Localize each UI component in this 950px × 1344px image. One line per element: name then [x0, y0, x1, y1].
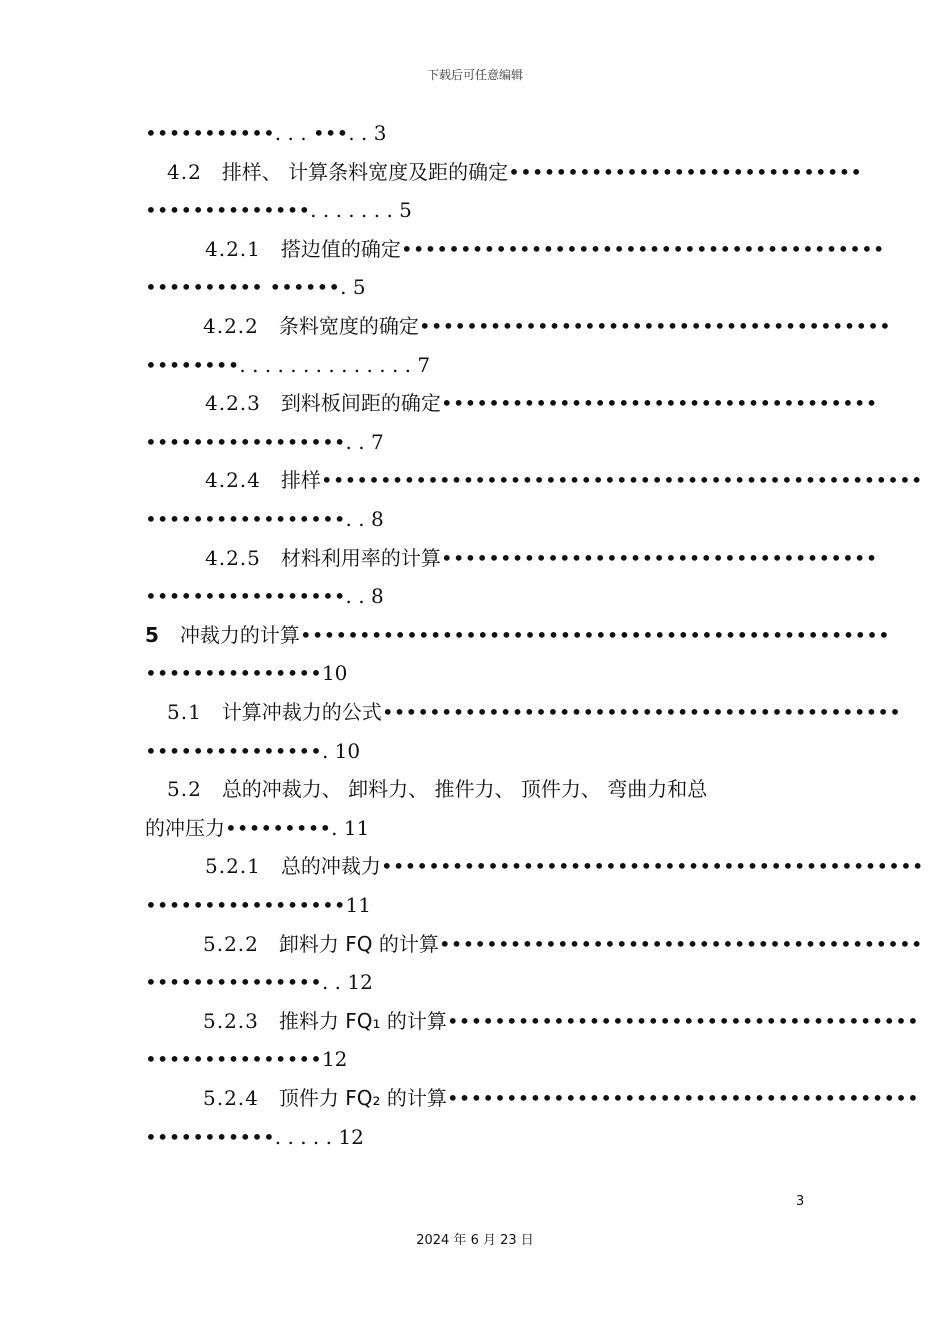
toc-leader-and-page: •••••••••••••••••••••••••••••••••••••••••••••••••• [299, 622, 890, 647]
toc-leader-and-page: ••••••••••••••. . . . . . . 5 [145, 198, 412, 223]
toc-leader-and-page: •••••••••••••••••••••••••••••••••••••••••••• [381, 700, 901, 724]
toc-leader-and-page: •••••••••••••••••. . 7 [145, 429, 384, 454]
toc-line [145, 888, 807, 922]
toc-line [145, 734, 807, 768]
toc-section-title: 搭边值的确定 [280, 236, 401, 261]
toc-section-number: 4.2.2 [203, 314, 259, 338]
toc-line [145, 155, 863, 189]
toc-leader-and-page: •••••••••••••••••. . 8 [145, 584, 384, 609]
toc-line [145, 1081, 919, 1115]
toc-leader-and-page: •••••••••. 11 [225, 815, 370, 840]
toc-line [145, 193, 807, 227]
toc-leader-and-page: •••••••••••••••10 [145, 661, 348, 686]
toc-line [145, 849, 924, 883]
toc-section-title: 排样、 计算条料宽度及距的确定 [221, 159, 509, 184]
toc-section-number: 5.2.3 [203, 1008, 259, 1033]
footer-date: 2024 年 6 月 23 日 [416, 1233, 534, 1248]
toc-line [145, 1042, 807, 1076]
toc-line [145, 772, 807, 806]
toc-line [145, 463, 923, 497]
toc-line [145, 579, 807, 613]
toc-section-title: 卸料力 FQ 的计算 [278, 931, 439, 956]
toc-leader-and-page: •••••••••••••••. 10 [145, 738, 361, 763]
toc-line [145, 1004, 919, 1038]
toc-section-title: 条料宽度的确定 [278, 314, 419, 338]
toc-section-title: 总的冲裁力、 卸料力、 推件力、 顶件力、 弯曲力和总 [221, 777, 708, 802]
toc-section-title: 推料力 FQ₁ 的计算 [278, 1008, 447, 1033]
toc-leader-and-page: •••••••••••••••••••••••••••••••••••••••• [446, 1086, 919, 1110]
toc-line [145, 348, 807, 382]
toc-line [145, 502, 807, 536]
toc-leader-and-page: ••••••••. . . . . . . . . . . . . . 7 [145, 352, 431, 377]
toc-line [145, 965, 807, 999]
toc-line [145, 386, 878, 420]
toc-section-number: 5.2.2 [203, 931, 259, 956]
toc-leader-and-page: ••••••••••••••••••••••••••••••••••••• [440, 391, 878, 416]
toc-section-number: 4.2 [167, 159, 202, 184]
toc-section-title: 计算冲裁力的公式 [221, 700, 382, 724]
toc-leader-and-page: •••••••••••••••••••••••••••••••••••••••• [418, 314, 891, 338]
toc-line [145, 425, 807, 459]
toc-leader-and-page: ••••••••••••••••••••••••••••••••••••••••• [438, 931, 923, 956]
toc-line [145, 927, 923, 961]
toc-line [145, 541, 878, 575]
toc-section-title: 排样 [280, 468, 321, 493]
toc-section-number: 4.2.3 [205, 391, 261, 416]
toc-section-title: 到料板间距的确定 [280, 391, 441, 416]
toc-section-number: 4.2.1 [205, 236, 261, 261]
toc-section-title: 的冲压力 [145, 815, 225, 840]
toc-line [145, 270, 807, 304]
toc-leader-and-page: •••••••••• ••••••. 5 [145, 275, 366, 300]
toc-line [145, 232, 885, 266]
toc-leader-and-page: ••••••••••••••••••••••••••••••••••••• [440, 545, 878, 570]
toc-line [145, 618, 890, 652]
toc-leader-and-page: •••••••••••. . . •••. . 3 [145, 121, 387, 145]
toc-leader-and-page: •••••••••••••••12 [145, 1047, 348, 1072]
toc-section-number: 4.2.5 [205, 545, 261, 570]
toc-section-title: 顶件力 FQ₂ 的计算 [278, 1086, 447, 1110]
toc-leader-and-page: ••••••••••••••••••••••••••••••••••••••••••••••••••• [320, 468, 923, 493]
page-number: 3 [796, 1194, 805, 1209]
toc-leader-and-page: •••••••••••••••. . 12 [145, 970, 373, 995]
toc-line [145, 656, 807, 690]
toc-line [145, 1120, 807, 1154]
toc-line [145, 811, 807, 845]
toc-section-number: 5.2.4 [203, 1086, 259, 1110]
toc-line [145, 309, 891, 343]
toc-leader-and-page: •••••••••••••••••••••••••••••••••••••••• [446, 1008, 919, 1033]
toc-leader-and-page: •••••••••••••••••11 [145, 893, 371, 917]
toc-section-number: 5.2.1 [205, 854, 261, 879]
toc-leader-and-page: ••••••••••••••••••••••••••••••••••••••••• [400, 236, 885, 261]
toc-line [145, 116, 807, 150]
toc-leader-and-page: •••••••••••••••••••••••••••••• [508, 159, 863, 184]
toc-leader-and-page: •••••••••••. . . . . 12 [145, 1124, 364, 1149]
page-header: 下载后可任意编辑 [426, 68, 523, 82]
toc-leader-and-page: •••••••••••••••••••••••••••••••••••••••••••••• [380, 854, 924, 879]
toc-section-title: 总的冲裁力 [280, 854, 381, 879]
toc-section-number: 5 [145, 622, 160, 647]
toc-section-title: 材料利用率的计算 [280, 545, 441, 570]
toc-line [145, 695, 901, 729]
toc-leader-and-page: •••••••••••••••••. . 8 [145, 507, 384, 531]
toc-section-number: 5.2 [167, 777, 202, 802]
toc-section-title: 冲裁力的计算 [179, 622, 300, 647]
toc-section-number: 4.2.4 [205, 468, 261, 493]
toc-section-number: 5.1 [167, 700, 202, 724]
